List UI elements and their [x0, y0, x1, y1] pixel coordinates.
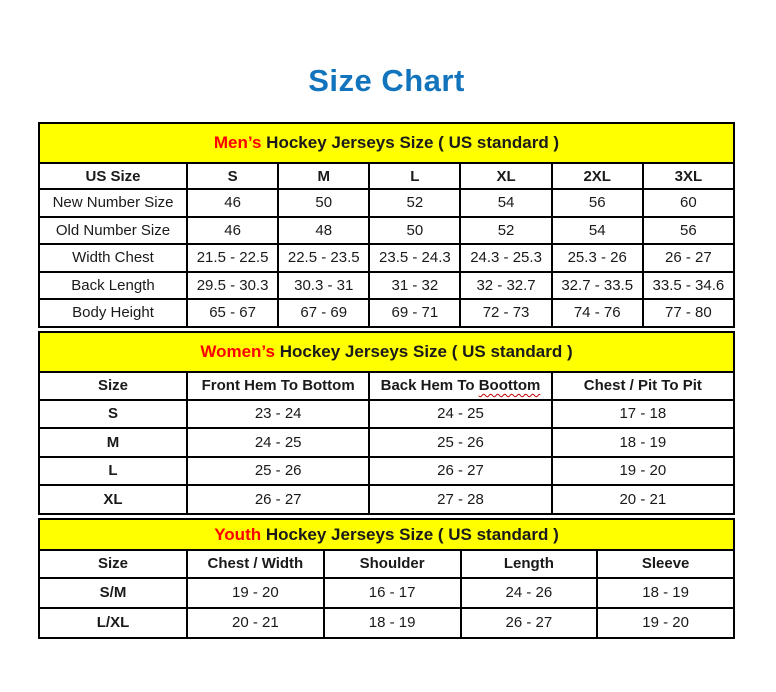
size-value-cell: 50 [369, 217, 460, 245]
size-value-cell: 19 - 20 [187, 578, 324, 608]
column-header [369, 372, 551, 400]
table-row [39, 244, 734, 272]
youth-banner-group-label: Youth [214, 524, 262, 544]
womens-banner-group-label: Women’s [200, 341, 275, 361]
size-value-cell: 23.5 - 24.3 [369, 244, 460, 272]
size-value-cell: 26 - 27 [369, 457, 551, 486]
size-value-cell: 20 - 21 [552, 485, 734, 514]
size-value-cell: 30.3 - 31 [278, 272, 369, 300]
youth-size-section [38, 518, 735, 639]
size-value-cell: 60 [643, 189, 734, 217]
column-header: Size [39, 372, 187, 400]
table-row [39, 457, 734, 486]
size-value-cell: 19 - 20 [597, 608, 734, 638]
size-value-cell: 33.5 - 34.6 [643, 272, 734, 300]
size-value-cell: 18 - 19 [597, 578, 734, 608]
column-header: M [278, 163, 369, 189]
size-value-cell: 26 - 27 [187, 485, 369, 514]
size-value-cell: 21.5 - 22.5 [187, 244, 278, 272]
size-value-cell: 46 [187, 217, 278, 245]
header-row [39, 372, 734, 400]
size-value-cell: 24 - 26 [461, 578, 598, 608]
row-label-cell: L [39, 457, 187, 486]
size-value-cell: 24.3 - 25.3 [460, 244, 551, 272]
row-label-cell: S/M [39, 578, 187, 608]
column-header: US Size [39, 163, 187, 189]
size-value-cell: 52 [460, 217, 551, 245]
size-value-cell: 22.5 - 23.5 [278, 244, 369, 272]
youth-size-table [38, 549, 735, 639]
size-value-cell: 25 - 26 [187, 457, 369, 486]
womens-section-banner [38, 331, 735, 371]
table-row [39, 578, 734, 608]
size-value-cell: 20 - 21 [187, 608, 324, 638]
size-value-cell: 69 - 71 [369, 299, 460, 327]
size-value-cell: 32.7 - 33.5 [552, 272, 643, 300]
size-value-cell: 50 [278, 189, 369, 217]
size-value-cell: 54 [552, 217, 643, 245]
size-value-cell: 56 [552, 189, 643, 217]
row-label-cell: Back Length [39, 272, 187, 300]
row-label-cell: XL [39, 485, 187, 514]
table-row [39, 217, 734, 245]
size-value-cell: 72 - 73 [460, 299, 551, 327]
size-value-cell: 67 - 69 [278, 299, 369, 327]
size-value-cell: 25 - 26 [369, 428, 551, 457]
mens-banner-title: Hockey Jerseys Size ( US standard ) [266, 133, 560, 152]
table-row [39, 400, 734, 429]
row-label-cell: Body Height [39, 299, 187, 327]
size-value-cell: 24 - 25 [187, 428, 369, 457]
row-label-cell: New Number Size [39, 189, 187, 217]
size-tables-container [38, 122, 776, 639]
mens-banner-group-label: Men’s [213, 133, 262, 152]
column-header: Chest / Pit To Pit [552, 372, 734, 400]
column-header: 2XL [552, 163, 643, 189]
mens-size-section [38, 122, 735, 328]
header-row [39, 163, 734, 189]
column-header: 3XL [643, 163, 734, 189]
size-value-cell: 46 [187, 189, 278, 217]
table-row [39, 299, 734, 327]
size-value-cell: 65 - 67 [187, 299, 278, 327]
column-header: Length [461, 550, 598, 578]
row-label-cell: L/XL [39, 608, 187, 638]
womens-banner-title: Hockey Jerseys Size ( US standard ) [279, 341, 573, 361]
row-label-cell: S [39, 400, 187, 429]
row-label-cell: Old Number Size [39, 217, 187, 245]
column-header: Front Hem To Bottom [187, 372, 369, 400]
column-header: Shoulder [324, 550, 461, 578]
size-value-cell: 74 - 76 [552, 299, 643, 327]
size-value-cell: 29.5 - 30.3 [187, 272, 278, 300]
column-header: XL [460, 163, 551, 189]
size-value-cell: 24 - 25 [369, 400, 551, 429]
table-row [39, 189, 734, 217]
column-header: Chest / Width [187, 550, 324, 578]
size-value-cell: 77 - 80 [643, 299, 734, 327]
size-value-cell: 32 - 32.7 [460, 272, 551, 300]
size-value-cell: 17 - 18 [552, 400, 734, 429]
size-value-cell: 56 [643, 217, 734, 245]
column-header: S [187, 163, 278, 189]
size-value-cell: 48 [278, 217, 369, 245]
table-row [39, 485, 734, 514]
womens-size-table [38, 371, 735, 515]
table-row [39, 428, 734, 457]
size-value-cell: 31 - 32 [369, 272, 460, 300]
table-row [39, 608, 734, 638]
column-header: Sleeve [597, 550, 734, 578]
size-value-cell: 52 [369, 189, 460, 217]
size-value-cell: 18 - 19 [552, 428, 734, 457]
column-header: Size [39, 550, 187, 578]
size-value-cell: 19 - 20 [552, 457, 734, 486]
size-value-cell: 16 - 17 [324, 578, 461, 608]
mens-size-table [38, 162, 735, 328]
size-value-cell: 26 - 27 [461, 608, 598, 638]
table-row [39, 272, 734, 300]
youth-banner-title: Hockey Jerseys Size ( US standard ) [265, 524, 559, 544]
youth-section-banner [38, 518, 735, 549]
size-value-cell: 25.3 - 26 [552, 244, 643, 272]
womens-size-section [38, 331, 735, 515]
size-value-cell: 27 - 28 [369, 485, 551, 514]
size-value-cell: 23 - 24 [187, 400, 369, 429]
size-value-cell: 18 - 19 [324, 608, 461, 638]
row-label-cell: Width Chest [39, 244, 187, 272]
size-value-cell: 26 - 27 [643, 244, 734, 272]
size-value-cell: 54 [460, 189, 551, 217]
row-label-cell: M [39, 428, 187, 457]
column-header-text: Back Hem To [380, 377, 479, 394]
column-header-misspelled-word: Boottom [478, 377, 541, 394]
mens-section-banner [38, 122, 735, 162]
page-title: Size Chart [308, 63, 465, 98]
column-header: L [369, 163, 460, 189]
header-row [39, 550, 734, 578]
